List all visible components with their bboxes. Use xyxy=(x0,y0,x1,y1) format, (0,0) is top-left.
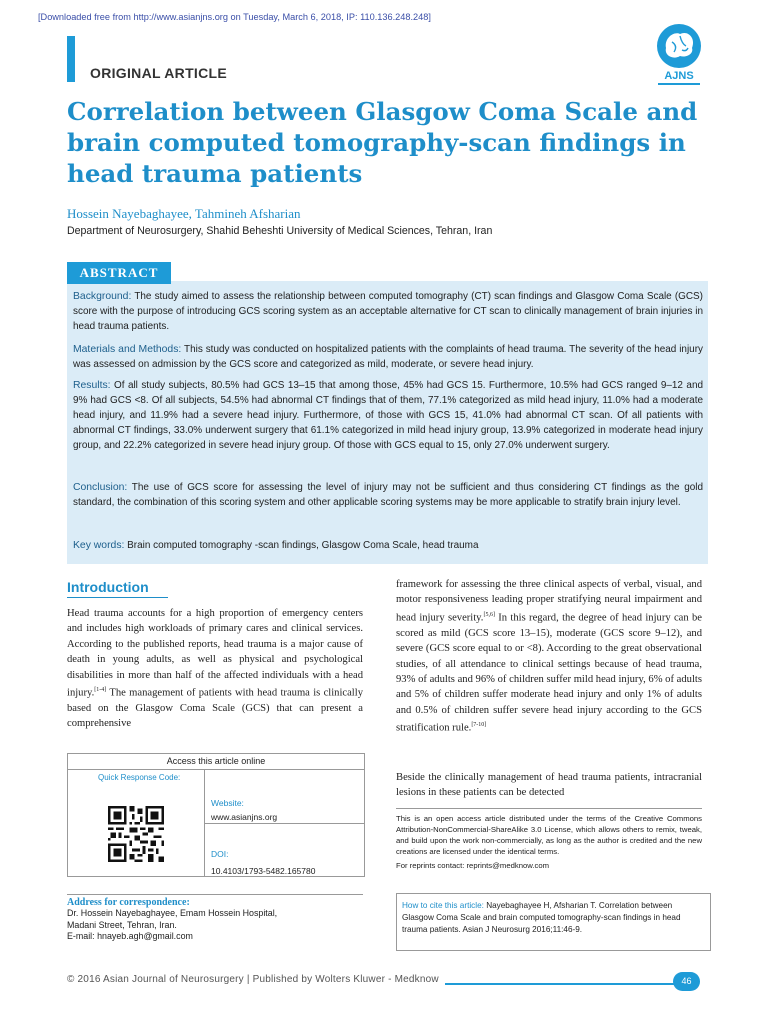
intro-left-text: Head trauma accounts for a high proportion of emergency centers and includes high workloads of primary cares and clinical services. According to the published reports, head trauma is a major cause of death in young adults, as well as physical and psychological disabilities in more than half of the affected individuals with a head injury. xyxy=(67,608,363,699)
download-notice: [Downloaded free from http://www.asianjns.org on Tuesday, March 6, 2018, IP: 110.136.248.248] xyxy=(38,12,431,22)
license-text: This is an open access article distributed under the terms of the Creative Commons Attribution-NonCommercial-ShareAlike 3.0 License, which allows others to remix, tweak, and build upon the work non-commercially, as long as the author is credited and the new creations are licensed under the identical terms. xyxy=(396,814,702,856)
website-label: Website: xyxy=(211,798,244,808)
affiliation: Department of Neurosurgery, Shahid Beheshti University of Medical Sciences, Tehran, Iran xyxy=(67,225,493,237)
keywords-text: Brain computed tomography -scan findings, Glasgow Coma Scale, head trauma xyxy=(127,540,479,551)
abstract-keywords xyxy=(73,538,703,553)
brain-logo-icon xyxy=(652,22,706,92)
background-text: The study aimed to assess the relationship between computed tomography (CT) scan findings and Glasgow Coma Scale (GCS) score with the purpose of introducing GCS scoring system as an acceptable alternative for CT scan to clinically management of brain injuries in head trauma patients. xyxy=(73,291,703,333)
methods-text: This study was conducted on hospitalized patients with the complaints of head trauma. The severity of the head injury was assessed on admission by the GCS score and categorized as mild, moderate, or severe head injury. xyxy=(73,344,703,371)
abstract-methods xyxy=(73,342,703,372)
section-label: ORIGINAL ARTICLE xyxy=(90,65,228,81)
intro-right-text-cont: In this regard, the degree of head injury can be scored as mild (GCS score 13–15), moderate (GCS score 9–12), and severe (GCS score equal to or <8). According to the great observational studies, of all attendance to clinical settings because of head trauma, 93% of adults and 96% of children suffer mild head injury, 6% of adults and 5% of children suffer moderate head injury and only 1% of adults and 0.5% of children suffer severe head injury according to the GCS stratification rule. xyxy=(396,612,702,734)
authors: Hossein Nayebaghayee, Tahmineh Afsharian xyxy=(67,206,301,221)
license-divider xyxy=(396,808,702,809)
conclusion-text: The use of GCS score for assessing the level of injury may not be sufficient and thus considering CT findings as the gold standard, the combination of this scoring system and other applicable scoring systems may be more applicable to stratify brain injury level. xyxy=(73,482,703,509)
citation-label: How to cite this article: xyxy=(402,901,484,910)
correspondence-heading: Address for correspondence: xyxy=(67,897,190,908)
citation-box xyxy=(396,893,711,951)
abstract-background xyxy=(73,289,703,334)
citation-ref: [5,6] xyxy=(483,611,495,618)
intro-right-paragraph-2: Beside the clinically management of head trauma patients, intracranial lesions in these patients can be detected xyxy=(396,772,702,799)
abstract-conclusion xyxy=(73,480,703,510)
keywords-label: Key words: xyxy=(73,540,125,551)
article-title: Correlation between Glasgow Coma Scale and brain computed tomography-scan findings in head trauma patients xyxy=(67,97,698,188)
methods-label: Materials and Methods: xyxy=(73,344,182,355)
background-label: Background: xyxy=(73,291,132,302)
footer-text: © 2016 Asian Journal of Neurosurgery | Published by Wolters Kluwer - Medknow xyxy=(67,974,445,985)
correspondence-block xyxy=(67,897,277,942)
qr-label: Quick Response Code: xyxy=(98,773,181,782)
intro-left-text-cont: The management of patients with head trauma is clinically based on the Glasgow Coma Scale (GCS) that can present a comprehensive xyxy=(67,687,363,730)
abstract-results xyxy=(73,378,703,453)
introduction-heading: Introduction xyxy=(67,579,149,595)
correspondence-email[interactable]: E-mail: hnayeb.agh@gmail.com xyxy=(67,930,193,941)
citation-ref: [1-4] xyxy=(94,687,107,694)
citation-ref: [7-10] xyxy=(471,722,487,729)
abstract-heading: ABSTRACT xyxy=(67,262,171,284)
intro-right-paragraph xyxy=(396,577,702,736)
correspondence-line: Madani Street, Tehran, Iran. xyxy=(67,919,177,930)
access-article-box xyxy=(67,753,365,877)
doi-link[interactable]: 10.4103/1793-5482.165780 xyxy=(211,866,316,876)
correspondence-divider xyxy=(67,894,363,895)
conclusion-label: Conclusion: xyxy=(73,482,128,493)
doi-label: DOI: xyxy=(211,849,229,859)
intro-right-text: framework for assessing the three clinical aspects of verbal, visual, and motor responsiveness leading proper stratifying neural impairment and head injury severity. xyxy=(396,579,702,624)
qr-code-icon[interactable] xyxy=(108,806,164,862)
access-divider xyxy=(205,823,364,824)
page-number: 46 xyxy=(673,972,700,991)
results-label: Results: xyxy=(73,380,111,391)
website-link[interactable]: www.asianjns.org xyxy=(211,812,278,822)
reprints-contact[interactable]: For reprints contact: reprints@medknow.com xyxy=(396,861,550,870)
correspondence-line: Dr. Hossein Nayebaghayee, Emam Hossein Hospital, xyxy=(67,908,278,919)
access-heading: Access this article online xyxy=(68,754,364,770)
intro-left-paragraph xyxy=(67,606,363,732)
results-text: Of all study subjects, 80.5% had GCS 13–15 that among those, 45% had GCS 15. Furthermore, 10.5% had GCS ranged 9–12 and 9% had GCS <8. Of all subjects, 54.5% had abnormal CT findings that of them, 77.1% categorized as mild head injury, 11.0% had a moderate head injury, and 11.9% had a severe head injury. Furthermore, of those with GCS 15, 41.0% had abnormal CT scan. Of all patients with abnormal CT findings, 33.0% underwent surgery that 61.1% categorized in mild head injury group, 13.9% categorized in moderate head injury group, and 22.2% categorized in severe head injury group. Of those with GCS equal to 15, only 27.0% underwent surgery. xyxy=(73,380,703,452)
logo-text: AJNS xyxy=(664,70,694,82)
section-accent-bar xyxy=(67,36,75,82)
license-block xyxy=(396,813,702,871)
citation-text: Nayebaghayee H, Afsharian T. Correlation between Glasgow Coma Scale and brain computed tomography-scan findings in head trauma patients. Asian J Neurosurg 2016;11:46-9. xyxy=(402,901,681,934)
introduction-underline xyxy=(67,597,168,598)
journal-logo xyxy=(652,22,706,92)
